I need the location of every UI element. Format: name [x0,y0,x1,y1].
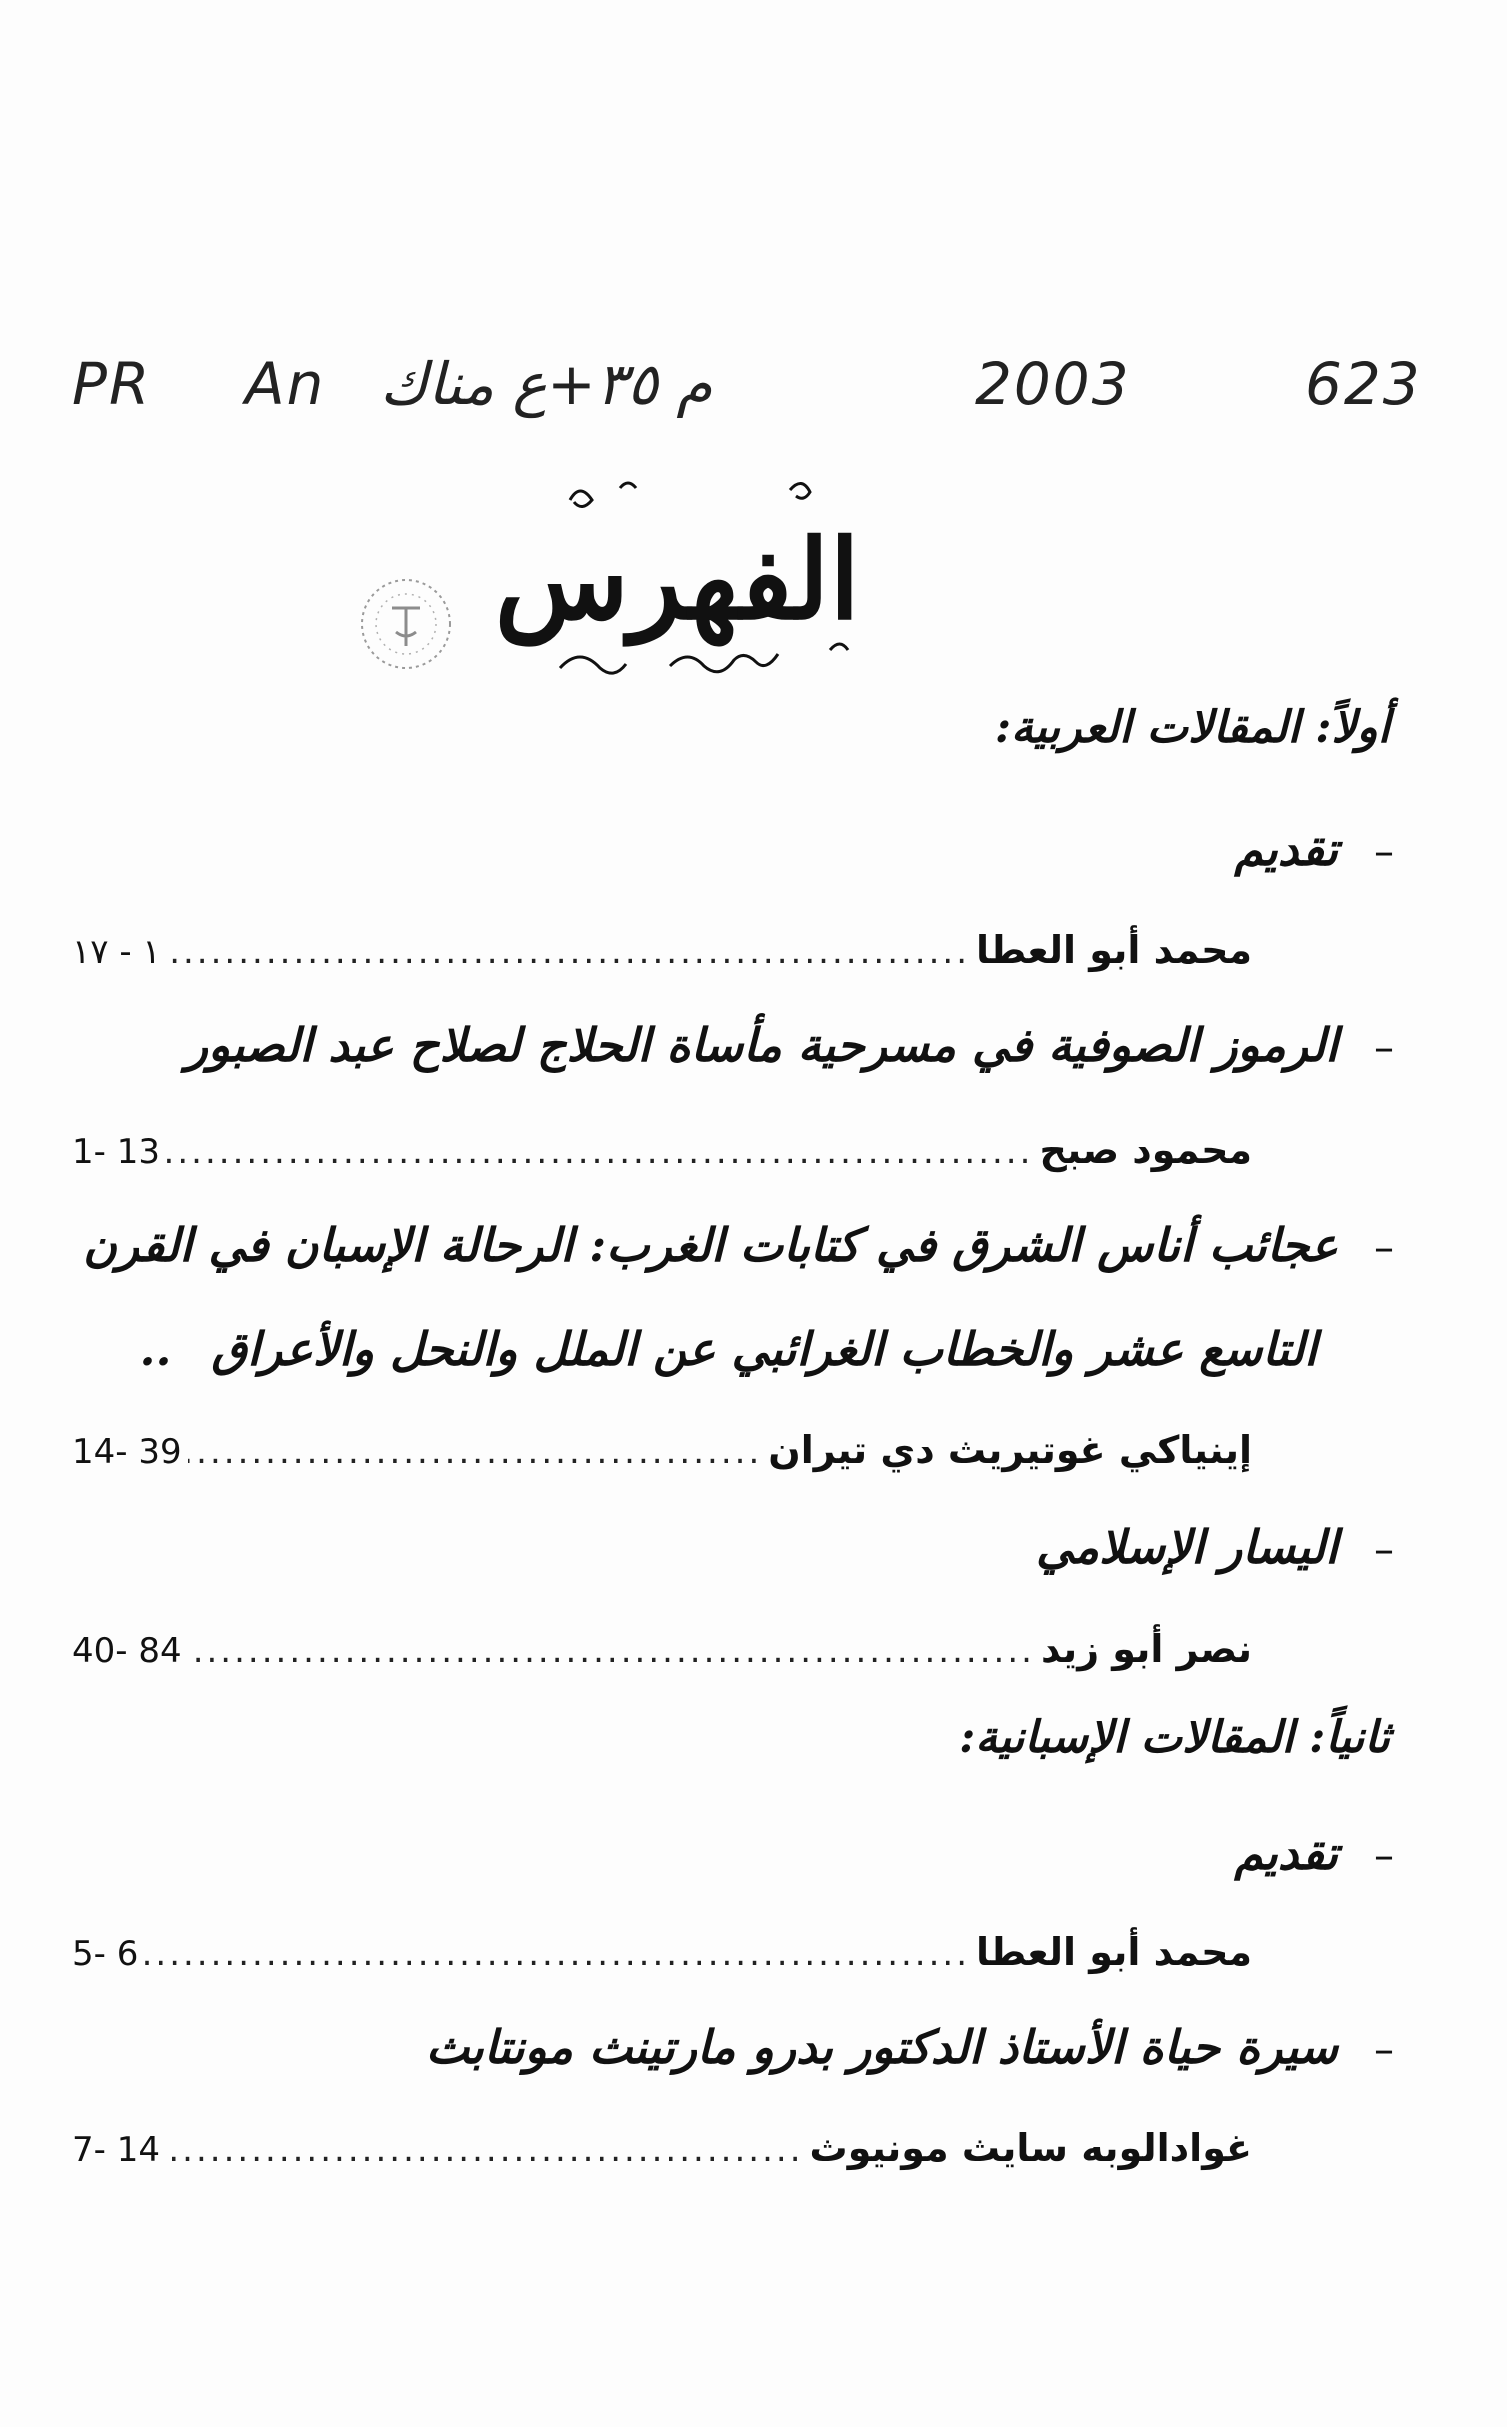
handwritten-number: 623 [1305,350,1422,418]
author-name: إينياكي غوتيريث دي تيران [768,1428,1252,1472]
article-title: تقديم [1234,1826,1338,1880]
page-range: 14- 39 [72,1432,182,1472]
section-heading-arabic: أولاً: المقالات العربية: [994,702,1390,753]
list-dash: – [1374,829,1394,875]
article-title-line [186,1018,1394,1072]
dot-leader [166,1132,1033,1172]
article-title-line [426,2020,1394,2074]
article-title-line [83,1218,1394,1272]
list-dash: – [1374,2027,1394,2073]
page-range: 7- 14 [72,2130,160,2170]
toc-entry [72,2126,1252,2178]
toc-entry [72,1627,1252,1679]
article-title-line [1036,1520,1394,1574]
dot-leader [166,2130,804,2170]
page-range: 40- 84 [72,1631,182,1671]
article-title: عجائب أناس الشرق في كتابات الغرب: الرحالة الإسبان في القرن [83,1218,1338,1272]
article-title-continuation [139,1322,1317,1376]
handwritten-year: 2003 [975,350,1131,418]
page-range: ١ - ١٧ [72,932,161,972]
handwritten-code: PR [72,350,152,418]
trailing-dots: .. [139,1322,172,1376]
handwritten-initials: An [245,350,326,418]
article-title-line [1234,822,1394,876]
handwritten-call-number: م ٣٥+ع مناك [380,350,713,418]
article-title: سيرة حياة الأستاذ الدكتور بدرو مارتينث مونتابث [425,2020,1338,2074]
section-heading-spanish: ثانياً: المقالات الإسبانية: [959,1712,1390,1763]
dot-leader [167,932,970,972]
author-name: غوادالوبه سايث مونيوث [809,2126,1252,2170]
article-title: اليسار الإسلامي [1036,1520,1338,1574]
page-title: الفهرس [494,515,860,644]
toc-entry [72,1930,1252,1982]
library-stamp-icon [352,570,460,678]
author-name: محمود صبح [1039,1128,1252,1172]
dot-leader [188,1631,1035,1671]
dot-leader [144,1934,970,1974]
article-title-line-2: التاسع عشر والخطاب الغرائبي عن الملل والنحل والأعراق [211,1322,1317,1376]
author-name: محمد أبو العطا [976,928,1252,972]
list-dash: – [1374,1225,1394,1271]
list-dash: – [1374,1527,1394,1573]
page-range: 1- 13 [72,1132,160,1172]
list-dash: – [1374,1025,1394,1071]
page-range: 5- 6 [72,1934,139,1974]
toc-entry [72,1428,1252,1480]
toc-entry [72,1128,1252,1180]
toc-entry [72,928,1252,980]
article-title: الرموز الصوفية في مسرحية مأساة الحلاج لصلاح عبد الصبور [185,1018,1338,1072]
article-title-line [1234,1826,1394,1880]
index-title [494,470,860,690]
article-title: تقديم [1234,822,1338,876]
dot-leader [188,1432,763,1472]
author-name: محمد أبو العطا [976,1930,1252,1974]
author-name: نصر أبو زيد [1040,1627,1252,1671]
list-dash: – [1374,1833,1394,1879]
